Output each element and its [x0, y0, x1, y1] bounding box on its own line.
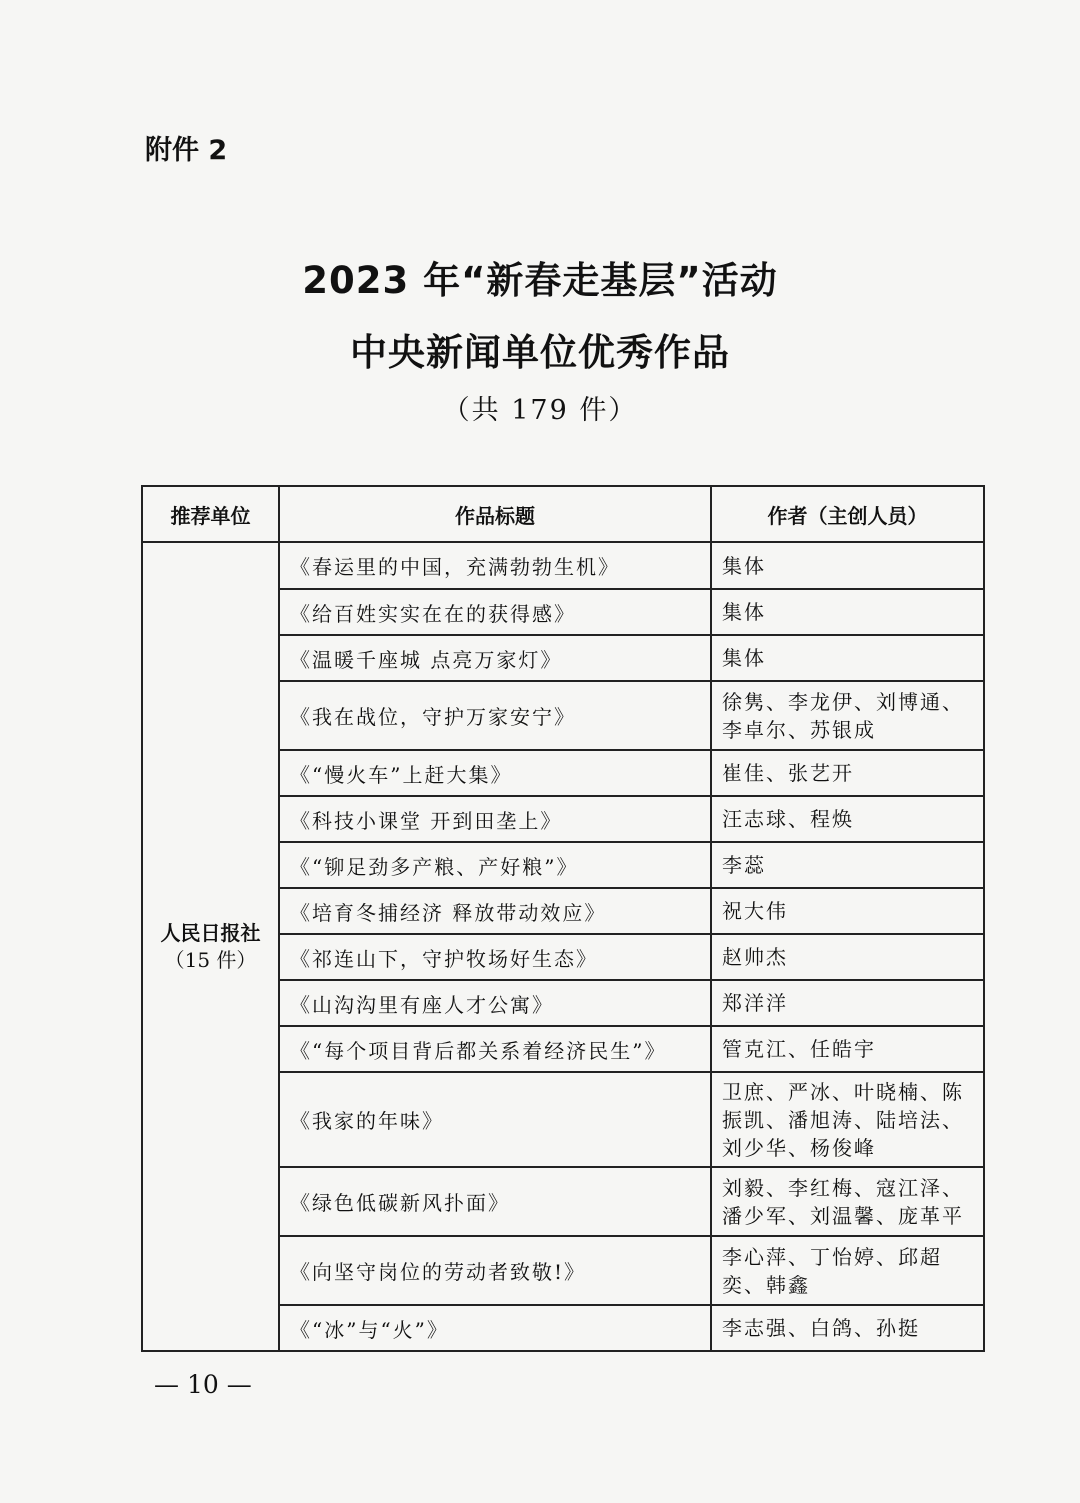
work-title: 《温暖千座城 点亮万家灯》 — [279, 635, 711, 681]
work-authors: 李蕊 — [711, 842, 984, 888]
document-title-line2: 中央新闻单位优秀作品 — [350, 331, 730, 374]
document-title-line1: 2023 年“新春走基层”活动 — [302, 259, 778, 302]
work-title: 《“慢火车”上赶大集》 — [279, 750, 711, 796]
work-authors: 赵帅杰 — [711, 934, 984, 980]
table-header-row — [142, 486, 984, 542]
work-title: 《春运里的中国，充满勃勃生机》 — [279, 542, 711, 589]
work-authors: 集体 — [711, 635, 984, 681]
work-title: 《向坚守岗位的劳动者致敬!》 — [279, 1236, 711, 1305]
work-authors: 管克江、任皓宇 — [711, 1026, 984, 1072]
work-title: 《我家的年味》 — [279, 1072, 711, 1167]
table-row — [142, 542, 984, 589]
attachment-label: 附件 2 — [145, 135, 228, 166]
page-number: — 10 — — [154, 1370, 252, 1399]
work-title: 《“冰”与“火”》 — [279, 1305, 711, 1351]
work-title: 《“铆足劲多产粮、产好粮”》 — [279, 842, 711, 888]
unit-name: 人民日报社 — [160, 920, 261, 945]
work-title: 《山沟沟里有座人才公寓》 — [279, 980, 711, 1026]
work-authors: 徐隽、李龙伊、刘博通、李卓尔、苏银成 — [711, 681, 984, 750]
work-title: 《“每个项目背后都关系着经济民生”》 — [279, 1026, 711, 1072]
works-table — [141, 485, 985, 1352]
work-title: 《给百姓实实在在的获得感》 — [279, 589, 711, 635]
work-title: 《祁连山下，守护牧场好生态》 — [279, 934, 711, 980]
work-authors: 李心萍、丁怡婷、邱超奕、韩鑫 — [711, 1236, 984, 1305]
header-unit: 推荐单位 — [142, 486, 279, 542]
work-authors: 集体 — [711, 589, 984, 635]
work-authors: 李志强、白鸽、孙挺 — [711, 1305, 984, 1351]
work-title: 《绿色低碳新风扑面》 — [279, 1167, 711, 1236]
total-count: （共 179 件） — [442, 395, 638, 426]
work-authors: 汪志球、程焕 — [711, 796, 984, 842]
header-authors: 作者（主创人员） — [711, 486, 984, 542]
work-title: 《培育冬捕经济 释放带动效应》 — [279, 888, 711, 934]
work-authors: 崔佳、张艺开 — [711, 750, 984, 796]
work-authors: 卫庶、严冰、叶晓楠、陈振凯、潘旭涛、陆培法、刘少华、杨俊峰 — [711, 1072, 984, 1167]
work-authors: 刘毅、李红梅、寇江泽、潘少军、刘温馨、庞革平 — [711, 1167, 984, 1236]
header-title: 作品标题 — [279, 486, 711, 542]
work-authors: 集体 — [711, 542, 984, 589]
work-authors: 祝大伟 — [711, 888, 984, 934]
work-title: 《我在战位，守护万家安宁》 — [279, 681, 711, 750]
unit-count: （15 件） — [164, 947, 257, 972]
recommending-unit-cell — [142, 542, 279, 1351]
work-authors: 郑洋洋 — [711, 980, 984, 1026]
work-title: 《科技小课堂 开到田垄上》 — [279, 796, 711, 842]
